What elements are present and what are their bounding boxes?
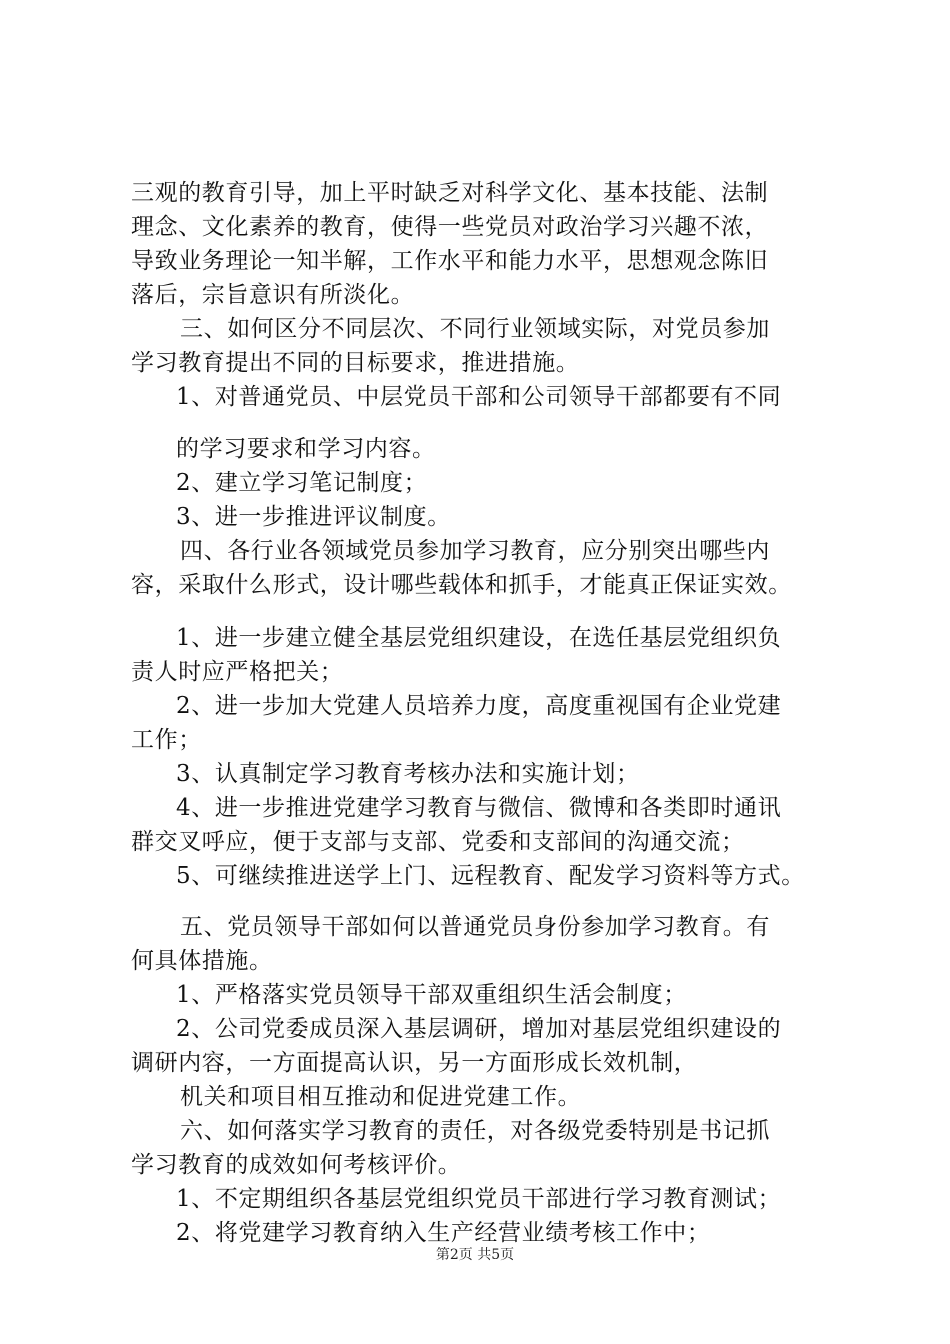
list-item: 1、进一步建立健全基层党组织建设，在选任基层党组织负 bbox=[176, 625, 782, 651]
list-item: 1、不定期组织各基层党组织党员干部进行学习教育测试； bbox=[176, 1186, 782, 1212]
text-line: 理念、文化素养的教育，使得一些党员对政治学习兴趣不浓， bbox=[131, 214, 769, 240]
section-heading: 五、党员领导干部如何以普通党员身份参加学习教育。有 bbox=[180, 914, 770, 940]
list-item: 2、建立学习笔记制度； bbox=[176, 470, 428, 496]
list-item: 2、进一步加大党建人员培养力度，高度重视国有企业党建 bbox=[176, 693, 782, 719]
text-line: 容，采取什么形式，设计哪些载体和抓手，才能真正保证实效。 bbox=[131, 572, 792, 598]
text-line: 调研内容，一方面提高认识，另一方面形成长效机制， bbox=[131, 1050, 698, 1076]
list-item: 3、进一步推进评议制度。 bbox=[176, 504, 451, 530]
text-line: 三观的教育引导，加上平时缺乏对科学文化、基本技能、法制 bbox=[131, 180, 769, 206]
list-item: 3、认真制定学习教育考核办法和实施计划； bbox=[176, 761, 640, 787]
text-line: 责人时应严格把关； bbox=[131, 659, 344, 685]
text-line: 群交叉呼应，便于支部与支部、党委和支部间的沟通交流； bbox=[131, 829, 745, 855]
list-item: 2、公司党委成员深入基层调研，增加对基层党组织建设的 bbox=[176, 1016, 782, 1042]
text-line: 学习教育的成效如何考核评价。 bbox=[131, 1152, 462, 1178]
text-line: 的学习要求和学习内容。 bbox=[176, 436, 436, 462]
text-line: 何具体措施。 bbox=[131, 948, 273, 974]
section-heading: 四、各行业各领域党员参加学习教育，应分别突出哪些内 bbox=[180, 538, 770, 564]
page-number-footer: 第2页 共5页 bbox=[435, 1247, 515, 1263]
list-item: 4、进一步推进党建学习教育与微信、微博和各类即时通讯 bbox=[176, 795, 782, 821]
text-line: 导致业务理论一知半解，工作水平和能力水平，思想观念陈旧 bbox=[131, 248, 769, 274]
text-line: 工作； bbox=[131, 727, 202, 753]
text-line: 落后，宗旨意识有所淡化。 bbox=[131, 282, 415, 308]
list-item: 1、严格落实党员领导干部双重组织生活会制度； bbox=[176, 982, 687, 1008]
list-item: 2、将党建学习教育纳入生产经营业绩考核工作中； bbox=[176, 1220, 711, 1246]
text-line: 机关和项目相互推动和促进党建工作。 bbox=[180, 1084, 582, 1110]
section-heading: 六、如何落实学习教育的责任，对各级党委特别是书记抓 bbox=[180, 1118, 770, 1144]
text-line: 学习教育提出不同的目标要求，推进措施。 bbox=[131, 350, 580, 376]
list-item: 1、对普通党员、中层党员干部和公司领导干部都要有不同 bbox=[176, 384, 782, 410]
list-item: 5、可继续推进送学上门、远程教育、配发学习资料等方式。 bbox=[176, 863, 805, 889]
section-heading: 三、如何区分不同层次、不同行业领域实际，对党员参加 bbox=[180, 316, 770, 342]
